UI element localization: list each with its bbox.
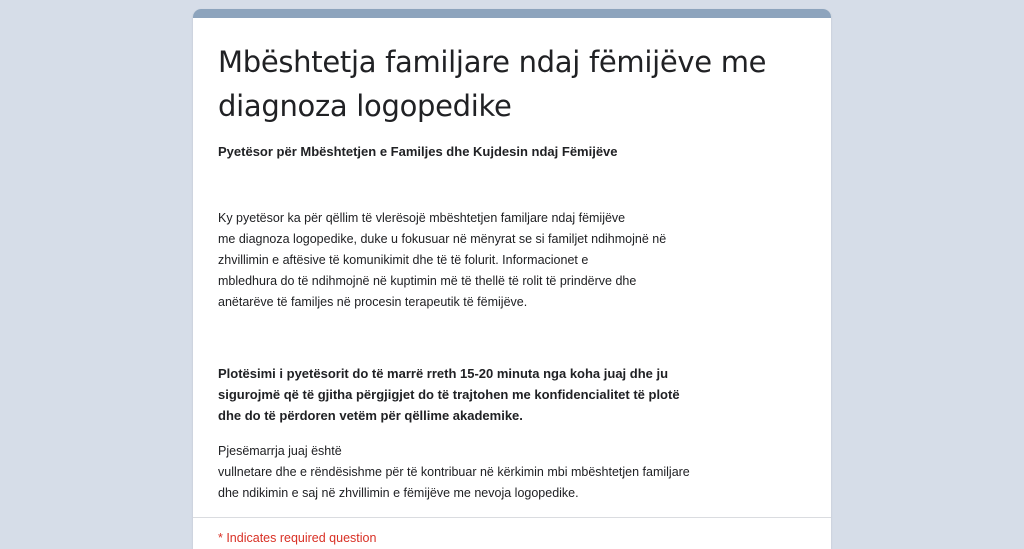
accent-bar — [193, 9, 831, 18]
divider — [193, 517, 831, 518]
form-header-body — [193, 18, 808, 504]
form-description-notice: Plotësimi i pyetësorit do të marrë rreth 15-20 minuta nga koha juaj dhe ju sigurojmë që të gjitha përgjigjet do të trajtohen me konfidencialitet të plotë dhe do të përdoren vetëm për qëllime akademike. — [218, 366, 680, 423]
form-header-card — [193, 9, 831, 549]
form-description-participation: Pjesëmarrja juaj është vullnetare dhe e rëndësishme për të kontribuar në kërkimin mbi mbështetjen familjare dhe ndikimin e saj në zhvillimin e fëmijëve me nevoja logopedike. — [218, 444, 690, 500]
form-title: Mbështetja familjare ndaj fëmijëve me diagnoza logopedike — [218, 45, 767, 123]
form-subtitle: Pyetësor për Mbështetjen e Familjes dhe Kujdesin ndaj Fëmijëve — [218, 144, 618, 159]
required-question-note: * Indicates required question — [218, 531, 377, 545]
form-description-intro: Ky pyetësor ka për qëllim të vlerësojë mbështetjen familjare ndaj fëmijëve me diagnoza logopedike, duke u fokusuar në mënyrat se si familjet ndihmojnë në zhvillimin e aftësive të komunikimit dhe të të folurit. Informacionet e mbledhura do të ndihmojnë në kuptimin më të thellë të rolit të prindërve dhe anëtarëve të familjes në procesin terapeutik të fëmijëve. — [218, 211, 667, 309]
